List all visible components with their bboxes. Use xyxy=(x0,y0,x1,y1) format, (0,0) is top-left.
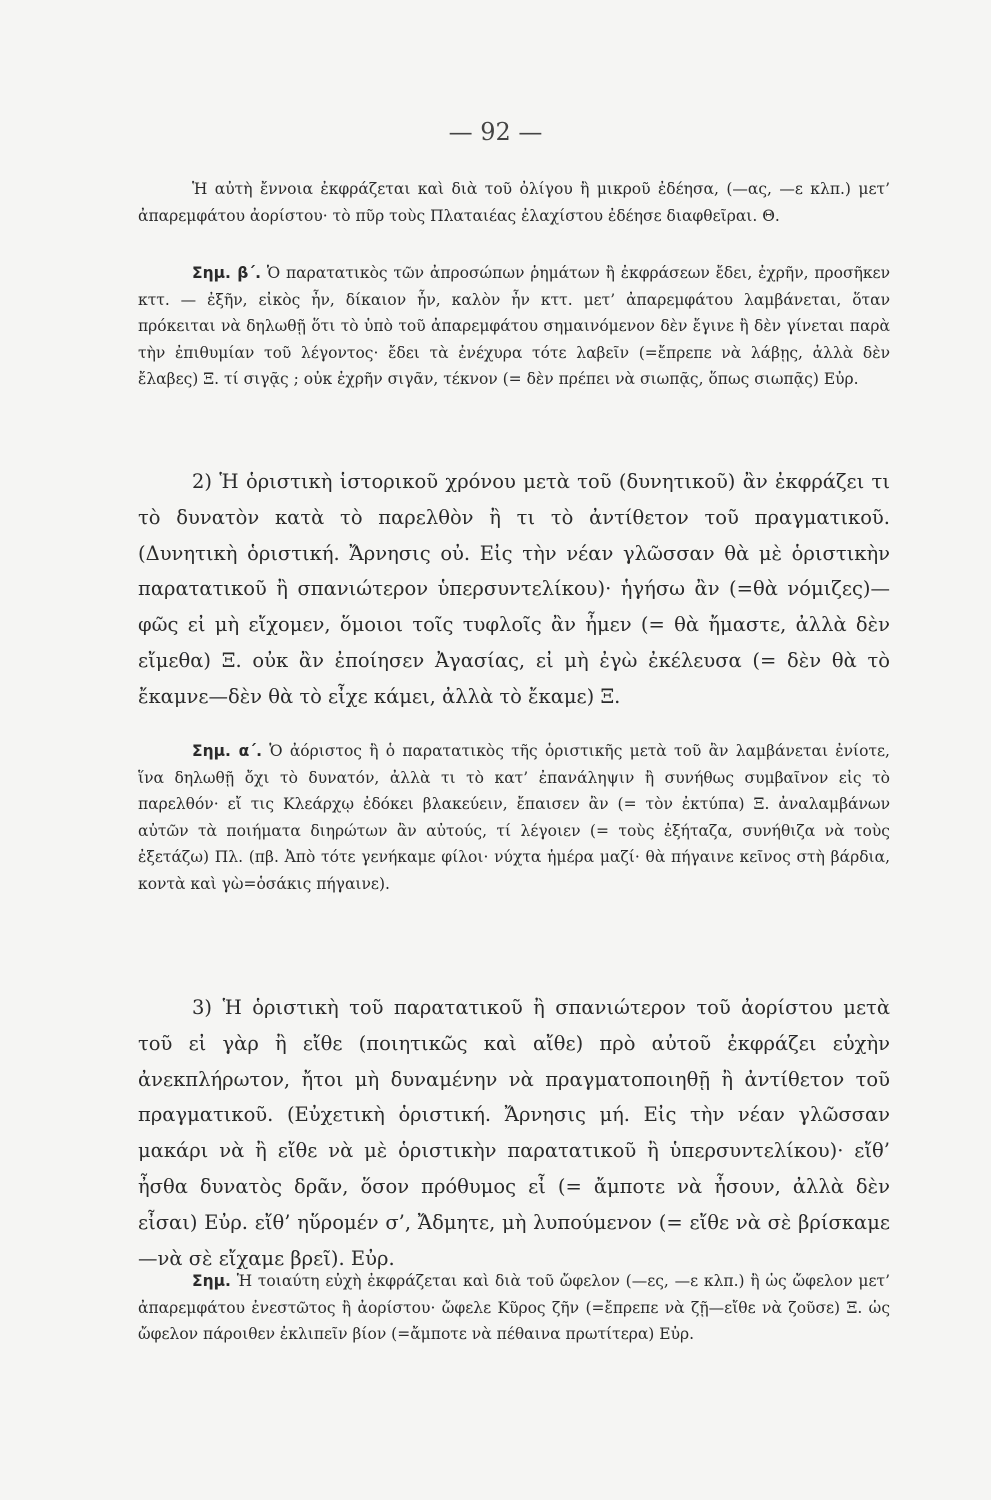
note-b-text: Ὁ παρατατικὸς τῶν ἀπροσώπων ῥημάτων ἢ ἐκφράσεων ἔδει, ἐχρῆν, προσῆκεν κττ. — ἐξῆν, εἰκὸς ἦν, δίκαιον ἦν, καλὸν ἦν κττ. μετ’ ἀπαρεμφάτου λαμβάνεται, ὅταν πρόκειται νὰ δηλωθῇ ὅτι τὸ ὑπὸ τοῦ ἀπαρεμφάτου σημαινόμενον δὲν ἔγινε ἢ δὲν γίνεται παρὰ τὴν ἐπιθυμίαν τοῦ λέγοντος· ἔδει τὰ ἐνέχυρα τότε λαβεῖν (=ἔπρεπε νὰ λάβῃς, ἀλλὰ δὲν ἔλαβες) Ξ. τί σιγᾷς ; οὐκ ἐχρῆν σιγᾶν, τέκνον (= δὲν πρέπει νὰ σιωπᾷς, ὅπως σιωπᾷς) Εὐρ. xyxy=(138,264,891,388)
note-final-label: Σημ. xyxy=(192,1272,231,1290)
note-a-text: Ὁ ἀόριστος ἢ ὁ παρατατικὸς τῆς ὁριστικῆς μετὰ τοῦ ἂν λαμβάνεται ἐνίοτε, ἵνα δηλωθῇ ὄχι τὸ δυνατόν, ἀλλὰ τι τὸ κατ’ ἐπανάληψιν ἢ συνήθως συμβαῖνον εἰς τὸ παρελθόν· εἴ τις Κλεάρχῳ ἐδόκει βλακεύειν, ἔπαισεν ἂν (= τὸν ἐκτύπα) Ξ. ἀναλαμβάνων αὐτῶν τὰ ποιήματα διηρώτων ἂν αὐτούς, τί λέγοιεν (= τοὺς ἐξήταζα, συνήθιζα νὰ τοὺς ἐξετάζω) Πλ. (πβ. Ἀπὸ τότε γενήκαμε φίλοι· νύχτα ἡμέρα μαζί· θὰ πήγαινε κεῖνος στὴ βάρδια, κοντὰ καὶ γὼ=ὁσάκις πήγαινε). xyxy=(138,742,890,893)
page-number: — 92 — xyxy=(448,118,543,146)
section-3: 3) Ἡ ὁριστικὴ τοῦ παρατατικοῦ ἢ σπανιώτερον τοῦ ἀορίστου μετὰ τοῦ εἰ γὰρ ἢ εἴθε (ποιητικῶς καὶ αἴθε) πρὸ αὐτοῦ ἐκφράζει εὐχὴν ἀνεκπλήρωτον, ἤτοι μὴ δυναμένην νὰ πραγματοποιηθῇ ἢ ἀντίθετον τοῦ πραγματικοῦ. (Εὐχετικὴ ὁριστική. Ἄρνησις μή. Εἰς τὴν νέαν γλῶσσαν μακάρι νὰ ἢ εἴθε νὰ μὲ ὁριστικὴν παρατατικοῦ ἢ ὑπερσυντελίκου)· εἴθ’ ἦσθα δυνατὸς δρᾶν, ὅσον πρόθυμος εἶ (= ἄμποτε νὰ ἦσουν, ἀλλὰ δὲν εἶσαι) Εὐρ. εἴθ’ ηὕρομέν σ’, Ἄδμητε, μὴ λυπούμενον (= εἴθε νὰ σὲ βρίσκαμε—νὰ σὲ εἴχαμε βρεῖ). Εὐρ. xyxy=(138,996,890,1270)
note-b xyxy=(138,260,890,393)
note-a-label: Σημ. α΄. xyxy=(192,742,263,760)
note-b-label: Σημ. β΄. xyxy=(192,264,262,282)
note-final-text: Ἡ τοιαύτη εὐχὴ ἐκφράζεται καὶ διὰ τοῦ ὤφελον (—ες, —ε κλπ.) ἢ ὡς ὤφελον μετ’ ἀπαρεμφάτου ἐνεστῶτος ἢ ἀορίστου· ὤφελε Κῦρος ζῆν (=ἔπρεπε νὰ ζῇ—εἴθε νὰ ζοῦσε) Ξ. ὡς ὤφελον πάροιθεν ἐκλιπεῖν βίον (=ἄμποτε νὰ πέθαινα πρωτίτερα) Εὐρ. xyxy=(138,1272,890,1343)
note-final xyxy=(138,1268,890,1348)
note-a xyxy=(138,738,890,897)
intro-paragraph: Ἡ αὐτὴ ἔννοια ἐκφράζεται καὶ διὰ τοῦ ὀλίγου ἢ μικροῦ ἐδέησα, (—ας, —ε κλπ.) μετ’ ἀπαρεμφάτου ἀορίστου· τὸ πῦρ τοὺς Πλαταιέας ἐλαχίστου ἐδέησε διαφθεῖραι. Θ. xyxy=(138,180,890,225)
section-2: 2) Ἡ ὁριστικὴ ἱστορικοῦ χρόνου μετὰ τοῦ (δυνητικοῦ) ἂν ἐκφράζει τι τὸ δυνατὸν κατὰ τὸ παρελθὸν ἢ τι τὸ ἀντίθετον τοῦ πραγματικοῦ. (Δυνητικὴ ὁριστική. Ἄρνησις οὐ. Εἰς τὴν νέαν γλῶσσαν θὰ μὲ ὁριστικὴν παρατατικοῦ ἢ σπανιώτερον ὑπερσυντελίκου)· ἡγήσω ἂν (=θὰ νόμιζες)—φῶς εἰ μὴ εἴχομεν, ὅμοιοι τοῖς τυφλοῖς ἂν ἦμεν (= θὰ ἤμαστε, ἀλλὰ δὲν εἴμεθα) Ξ. οὐκ ἂν ἐποίησεν Ἀγασίας, εἰ μὴ ἐγὼ ἐκέλευσα (= δὲν θὰ τὸ ἔκαμνε—δὲν θὰ τὸ εἶχε κάμει, ἀλλὰ τὸ ἔκαμε) Ξ. xyxy=(138,470,890,708)
